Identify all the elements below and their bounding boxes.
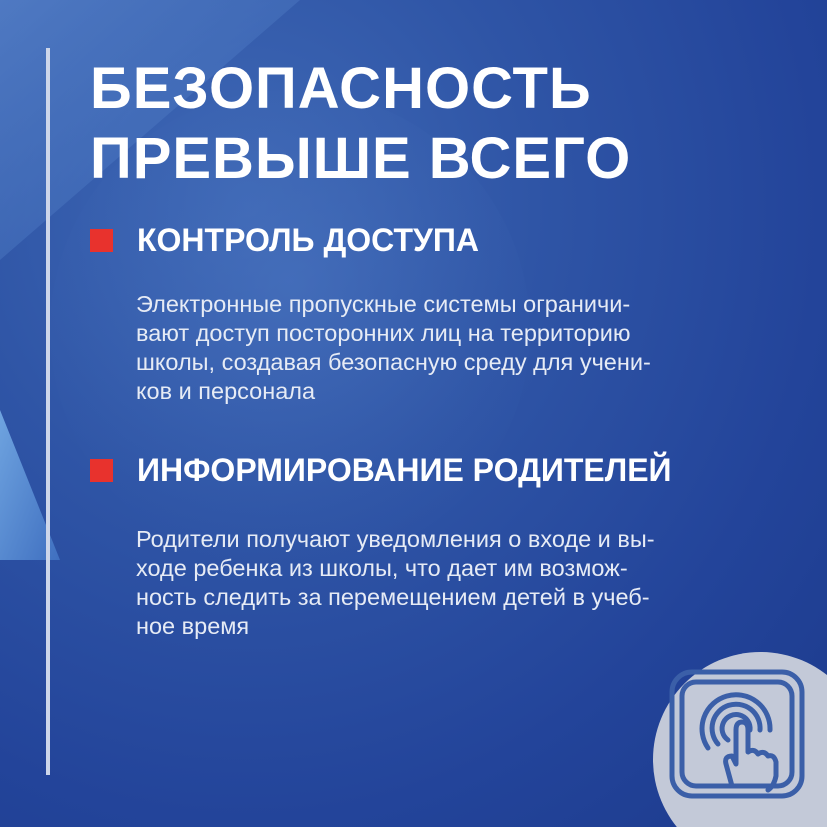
section-paragraph-access-control <box>136 290 796 406</box>
section-paragraph-parent-notification <box>136 525 796 641</box>
bullet-square-icon <box>90 459 113 482</box>
title-line-2: ПРЕВЫШЕ ВСЕГО <box>90 126 632 191</box>
bullet-square-icon <box>90 229 113 252</box>
paragraph-line: школы, создавая безопасную среду для учени- <box>136 349 651 375</box>
touch-sensor-icon <box>668 668 808 808</box>
title-line-1: БЕЗОПАСНОСТЬ <box>90 56 592 121</box>
paragraph-line: ность следить за перемещением детей в учеб- <box>136 584 650 610</box>
paragraph-line: вают доступ посторонних лиц на территорию <box>136 320 631 346</box>
paragraph-line: Электронные пропускные системы ограничи- <box>136 291 631 317</box>
section-heading-access-control <box>90 222 479 259</box>
paragraph-line: Родители получают уведомления о входе и вы- <box>136 526 655 552</box>
vertical-accent-line <box>46 48 50 775</box>
section-heading-text: ИНФОРМИРОВАНИЕ РОДИТЕЛЕЙ <box>137 452 672 488</box>
paragraph-line: ное время <box>136 613 250 639</box>
page-title <box>90 54 631 194</box>
section-heading-text: КОНТРОЛЬ ДОСТУПА <box>137 222 479 258</box>
paragraph-line: ков и персонала <box>136 378 316 404</box>
paragraph-line: ходе ребенка из школы, что дает им возмож- <box>136 555 628 581</box>
section-heading-parent-notification <box>90 452 672 489</box>
